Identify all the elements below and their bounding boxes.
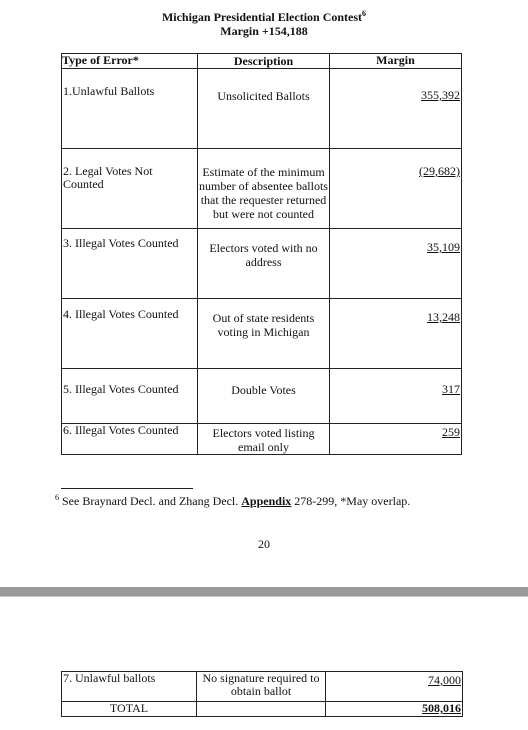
table-row	[62, 369, 462, 424]
total-value: 508,016	[326, 702, 463, 717]
table-row	[62, 229, 462, 299]
row-description: Double Votes	[198, 369, 330, 424]
row-type: 1.Unlawful Ballots	[62, 69, 198, 149]
row-type: 6. Illegal Votes Counted	[62, 424, 198, 455]
row-type: 2. Legal Votes Not Counted	[62, 149, 198, 229]
row-type: 5. Illegal Votes Counted	[62, 369, 198, 424]
document-title	[0, 9, 528, 25]
row-description: No signature required to obtain ballot	[197, 672, 326, 702]
appendix-link[interactable]: Appendix	[241, 494, 292, 508]
page-number: 20	[258, 537, 270, 551]
row-description: Electors voted listing email only	[198, 424, 330, 455]
row-margin: (29,682)	[330, 149, 462, 229]
row-margin: 13,248	[330, 299, 462, 369]
title-text: Michigan Presidential Election Contest	[161, 10, 363, 24]
footnote	[55, 493, 410, 509]
total-label: TOTAL	[62, 702, 197, 717]
table-row	[62, 299, 462, 369]
table-row	[62, 69, 462, 149]
row-margin: 259	[330, 424, 462, 455]
row-description: Unsolicited Ballots	[198, 69, 330, 149]
row-type: 4. Illegal Votes Counted	[62, 299, 198, 369]
row-margin: 74,000	[326, 672, 463, 702]
page-break	[0, 587, 528, 596]
table-row	[62, 424, 462, 455]
row-description: Electors voted with no address	[198, 229, 330, 299]
footnote-separator	[61, 488, 193, 489]
footnote-text: See Braynard Decl. and Zhang Decl.	[59, 494, 242, 508]
error-table	[61, 53, 462, 455]
table-row	[62, 149, 462, 229]
page-break-edge	[0, 596, 528, 597]
column-header-margin: Margin	[330, 54, 462, 69]
total-empty-cell	[197, 702, 326, 717]
row-description: Estimate of the minimum number of absentee ballots that the requester returned but were not counted	[198, 149, 330, 229]
row-margin: 355,392	[330, 69, 462, 149]
continuation-table	[61, 671, 463, 717]
column-header-description: Description	[198, 54, 330, 69]
row-description: Out of state residents voting in Michigan	[198, 299, 330, 369]
document-subtitle: Margin +154,188	[220, 24, 308, 38]
row-margin: 317	[330, 369, 462, 424]
title-footnote-mark[interactable]: 6	[362, 9, 367, 18]
row-type: 7. Unlawful ballots	[62, 672, 197, 702]
table-header-row	[62, 54, 462, 69]
column-header-type: Type of Error*	[62, 54, 198, 69]
total-row	[62, 702, 463, 717]
footnote-mark: 6	[55, 493, 59, 502]
row-margin: 35,109	[330, 229, 462, 299]
row-type: 3. Illegal Votes Counted	[62, 229, 198, 299]
footnote-text-end: 278-299, *May overlap.	[291, 494, 411, 508]
table-row	[62, 672, 463, 702]
